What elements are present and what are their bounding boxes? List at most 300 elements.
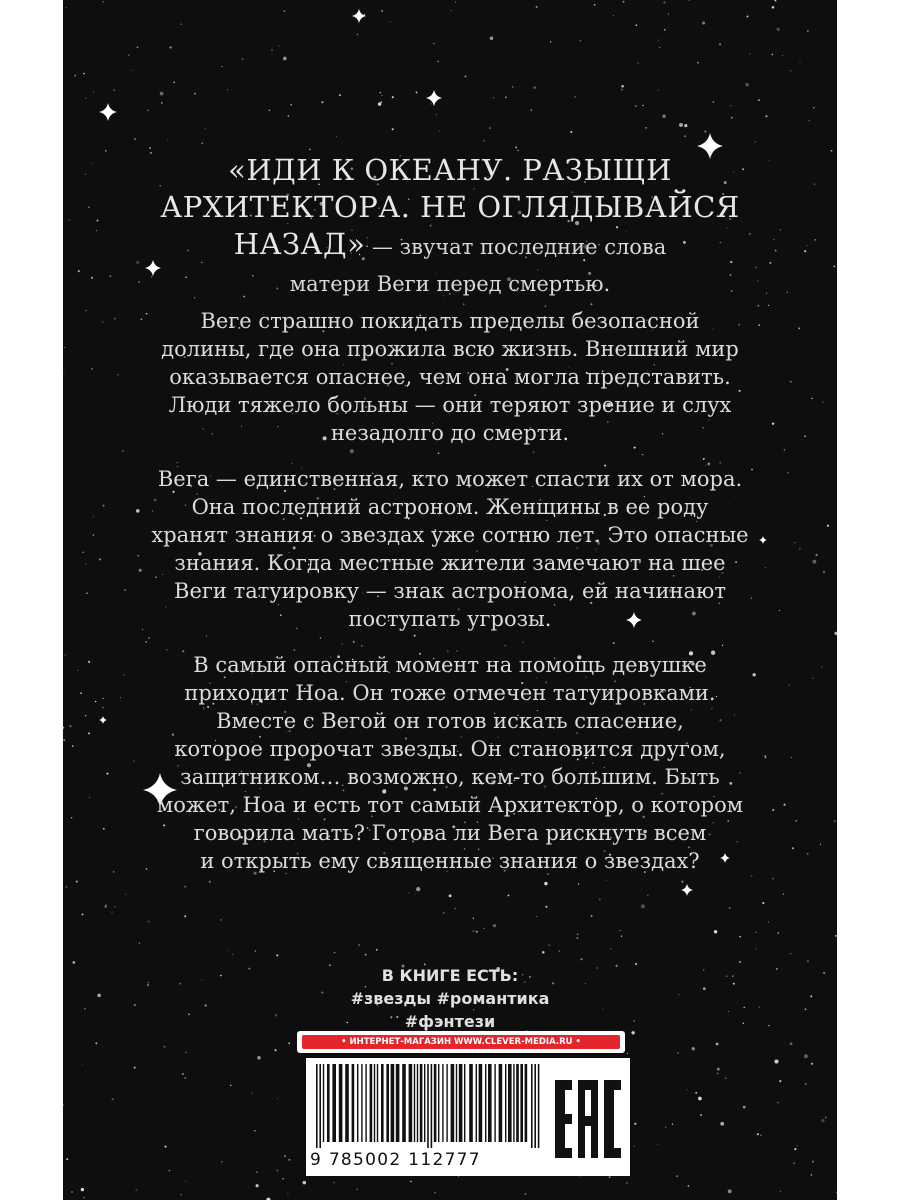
star-dot bbox=[782, 55, 784, 57]
tags-heading: В КНИГЕ ЕСТЬ: bbox=[381, 966, 519, 985]
star-dot bbox=[128, 54, 129, 55]
star-dot bbox=[517, 150, 518, 151]
star-dot bbox=[65, 886, 67, 888]
star-dot bbox=[762, 902, 764, 904]
barcode-bar bbox=[381, 1064, 384, 1142]
paragraph-1 bbox=[63, 307, 837, 447]
star-dot bbox=[148, 921, 150, 923]
star-dot bbox=[627, 1053, 628, 1054]
star-dot bbox=[437, 61, 438, 62]
paragraph-line: поступать угрозы. bbox=[348, 607, 552, 631]
star-dot bbox=[702, 21, 705, 24]
barcode-bar bbox=[409, 1064, 413, 1142]
star-dot bbox=[728, 1189, 732, 1193]
quote-line-2: АРХИТЕКТОРА. НЕ ОГЛЯДЫВАЙСЯ bbox=[160, 190, 740, 224]
star-dot bbox=[811, 1174, 813, 1176]
barcode-bar bbox=[469, 1064, 473, 1142]
star-dot bbox=[559, 950, 560, 951]
star-dot bbox=[288, 1159, 290, 1161]
star-dot bbox=[765, 115, 767, 117]
star-dot bbox=[578, 883, 579, 884]
star-dot bbox=[271, 49, 273, 51]
star-dot bbox=[164, 1146, 166, 1148]
star-dot bbox=[257, 1056, 261, 1060]
barcode-bar bbox=[485, 1064, 486, 1142]
star-dot bbox=[794, 1148, 796, 1150]
star-dot bbox=[269, 110, 271, 112]
star-dot bbox=[321, 101, 323, 103]
star-dot bbox=[145, 641, 146, 642]
barcode-bar bbox=[534, 1064, 536, 1148]
star-dot bbox=[713, 101, 715, 103]
star-dot bbox=[333, 1182, 335, 1184]
star-dot bbox=[772, 6, 775, 9]
barcode-bar bbox=[427, 1064, 429, 1148]
star-dot bbox=[82, 913, 84, 915]
barcode-bar bbox=[319, 1064, 321, 1148]
barcode-bar bbox=[508, 1064, 512, 1142]
star-dot bbox=[74, 75, 76, 77]
barcode-bar bbox=[316, 1064, 318, 1148]
barcode-bar bbox=[402, 1064, 406, 1142]
star-dot bbox=[719, 462, 721, 464]
star-dot bbox=[430, 103, 431, 104]
paragraph-line: приходит Ноа. Он тоже отмечен татуировками. bbox=[184, 681, 716, 705]
star-dot bbox=[790, 1042, 793, 1045]
star-dot bbox=[251, 1092, 252, 1093]
star-dot bbox=[548, 944, 550, 946]
star-dot bbox=[256, 1184, 259, 1187]
star-dot bbox=[66, 7, 67, 8]
barcode-bar bbox=[476, 1064, 477, 1142]
star-dot bbox=[287, 115, 289, 117]
star-dot bbox=[665, 1127, 666, 1128]
star-dot bbox=[804, 1054, 808, 1058]
star-dot bbox=[148, 637, 150, 639]
star-dot bbox=[167, 140, 168, 141]
star-dot bbox=[692, 1047, 695, 1050]
barcode-bar bbox=[438, 1064, 439, 1142]
star-dot bbox=[438, 452, 440, 454]
star-dot bbox=[408, 892, 409, 893]
star-dot bbox=[725, 1077, 727, 1079]
star-dot bbox=[676, 1175, 677, 1176]
star-dot bbox=[434, 1192, 436, 1194]
star-dot bbox=[755, 932, 756, 933]
sparkle-star-icon bbox=[426, 90, 442, 106]
star-dot bbox=[507, 894, 509, 896]
star-dot bbox=[484, 140, 485, 141]
star-dot bbox=[356, 1189, 358, 1191]
tags-line-1: #звезды #романтика bbox=[350, 989, 550, 1008]
star-dot bbox=[580, 958, 582, 960]
star-dot bbox=[522, 642, 524, 644]
star-dot bbox=[515, 147, 517, 149]
back-cover bbox=[63, 0, 837, 1200]
star-dot bbox=[169, 1170, 171, 1172]
paragraph-line: Веги татуировку — знак астронома, ей начинают bbox=[174, 579, 726, 603]
star-dot bbox=[668, 13, 669, 14]
barcode-bar bbox=[459, 1064, 463, 1142]
quote-block bbox=[63, 152, 837, 303]
star-dot bbox=[722, 645, 723, 646]
star-dot bbox=[283, 10, 285, 12]
star-dot bbox=[777, 1102, 778, 1103]
star-dot bbox=[135, 1189, 137, 1191]
star-dot bbox=[758, 99, 760, 101]
star-dot bbox=[812, 1161, 814, 1163]
barcode-bar bbox=[464, 1064, 465, 1142]
star-dot bbox=[185, 1077, 186, 1078]
star-dot bbox=[703, 458, 705, 460]
star-dot bbox=[634, 1146, 635, 1147]
star-dot bbox=[620, 930, 621, 931]
star-dot bbox=[410, 1181, 412, 1183]
star-dot bbox=[749, 53, 750, 54]
star-dot bbox=[645, 127, 646, 128]
star-dot bbox=[184, 915, 186, 917]
star-dot bbox=[464, 75, 466, 77]
barcode-bar bbox=[434, 1064, 437, 1142]
barcode-bar bbox=[323, 1064, 324, 1142]
star-dot bbox=[652, 641, 654, 643]
star-dot bbox=[811, 1063, 813, 1065]
barcode-bar bbox=[446, 1064, 447, 1142]
paragraph-line: знания. Когда местные жители замечают на шее bbox=[174, 551, 726, 575]
star-dot bbox=[205, 128, 206, 129]
star-dot bbox=[751, 875, 753, 877]
star-dot bbox=[579, 1176, 580, 1177]
star-dot bbox=[613, 642, 615, 644]
star-dot bbox=[757, 1133, 759, 1135]
star-dot bbox=[82, 1064, 83, 1065]
star-dot bbox=[476, 931, 478, 933]
star-dot bbox=[808, 120, 809, 121]
star-dot bbox=[173, 82, 175, 84]
barcode-bar bbox=[420, 1064, 423, 1142]
barcode-bar bbox=[516, 1064, 519, 1142]
star-dot bbox=[512, 86, 513, 87]
paragraph-line: В самый опасный момент на помощь девушке bbox=[193, 653, 707, 677]
star-dot bbox=[825, 1117, 827, 1119]
barcode-bar bbox=[357, 1064, 358, 1142]
star-dot bbox=[81, 1188, 84, 1191]
star-dot bbox=[149, 147, 151, 149]
star-dot bbox=[378, 102, 381, 105]
star-dot bbox=[790, 953, 792, 955]
star-dot bbox=[717, 1073, 718, 1074]
isbn-number: 9 785002 112777 bbox=[310, 1150, 481, 1170]
star-dot bbox=[544, 882, 547, 885]
star-dot bbox=[161, 102, 163, 104]
star-dot bbox=[774, 1059, 778, 1063]
paragraph-line: которое пророчат звезды. Он становится другом, bbox=[174, 737, 726, 761]
star-dot bbox=[772, 878, 774, 880]
star-dot bbox=[505, 97, 507, 99]
star-dot bbox=[232, 954, 233, 955]
star-dot bbox=[729, 907, 731, 909]
star-dot bbox=[634, 1123, 636, 1125]
paragraph-line: Люди тяжело больны — они теряют зрение и слух bbox=[168, 393, 732, 417]
star-dot bbox=[184, 886, 186, 888]
star-dot bbox=[635, 24, 637, 26]
barcode-bar bbox=[391, 1064, 395, 1142]
quote-line-3-caps: НАЗАД» bbox=[233, 227, 366, 261]
star-dot bbox=[657, 1144, 658, 1145]
star-dot bbox=[591, 915, 593, 917]
barcode-bar bbox=[332, 1064, 336, 1142]
star-dot bbox=[201, 142, 202, 143]
star-dot bbox=[433, 43, 435, 45]
star-dot bbox=[686, 1089, 687, 1090]
star-dot bbox=[256, 1172, 257, 1173]
star-dot bbox=[745, 83, 748, 86]
star-dot bbox=[768, 921, 769, 922]
star-dot bbox=[797, 1145, 798, 1146]
star-dot bbox=[364, 14, 366, 16]
star-dot bbox=[392, 128, 394, 130]
barcode-bar bbox=[431, 1064, 433, 1148]
star-dot bbox=[303, 1181, 307, 1185]
star-dot bbox=[230, 1085, 231, 1086]
star-dot bbox=[813, 107, 815, 109]
star-dot bbox=[672, 1124, 673, 1125]
star-dot bbox=[284, 1155, 286, 1157]
star-dot bbox=[621, 936, 622, 937]
paragraph-line: и открыть ему священные знания о звездах? bbox=[200, 849, 700, 873]
star-dot bbox=[730, 105, 731, 106]
paragraph-line: оказывается опаснее, чем она могла представить. bbox=[169, 365, 731, 389]
paragraph-line: незадолго до смерти. bbox=[330, 421, 570, 445]
star-dot bbox=[365, 954, 367, 956]
star-dot bbox=[805, 1083, 807, 1085]
star-dot bbox=[684, 124, 687, 127]
star-dot bbox=[621, 89, 623, 91]
star-dot bbox=[455, 2, 456, 3]
barcode-bar bbox=[499, 1064, 503, 1142]
star-dot bbox=[357, 34, 358, 35]
star-dot bbox=[379, 92, 381, 94]
star-dot bbox=[663, 2, 665, 4]
barcode-bar bbox=[352, 1064, 355, 1142]
star-dot bbox=[641, 904, 645, 908]
star-dot bbox=[137, 46, 139, 48]
star-dot bbox=[780, 1191, 781, 1192]
star-dot bbox=[288, 1042, 290, 1044]
tags-line-2: #фэнтези bbox=[404, 1012, 496, 1031]
star-dot bbox=[194, 93, 196, 95]
barcode-bar bbox=[538, 1064, 540, 1148]
star-dot bbox=[206, 635, 207, 636]
star-dot bbox=[414, 635, 416, 637]
star-dot bbox=[790, 70, 791, 71]
star-dot bbox=[113, 89, 115, 91]
star-dot bbox=[836, 1192, 837, 1194]
star-dot bbox=[131, 70, 132, 71]
star-dot bbox=[283, 57, 287, 61]
star-dot bbox=[390, 21, 391, 22]
barcode-bar bbox=[345, 1064, 349, 1142]
star-dot bbox=[181, 1194, 182, 1195]
barcode-bar bbox=[442, 1064, 443, 1142]
star-dot bbox=[591, 303, 593, 305]
star-dot bbox=[392, 96, 394, 98]
barcode-bar bbox=[386, 1064, 389, 1142]
star-dot bbox=[647, 895, 649, 897]
star-dot bbox=[350, 449, 354, 453]
star-dot bbox=[220, 919, 221, 920]
star-dot bbox=[659, 47, 660, 48]
star-dot bbox=[807, 30, 808, 31]
star-dot bbox=[242, 58, 244, 60]
paragraph-3 bbox=[63, 651, 837, 875]
star-dot bbox=[525, 1193, 527, 1195]
star-dot bbox=[361, 645, 363, 647]
star-dot bbox=[775, 1, 776, 2]
star-dot bbox=[228, 950, 229, 951]
star-dot bbox=[717, 1068, 720, 1071]
star-dot bbox=[594, 4, 596, 6]
barcode bbox=[314, 1064, 542, 1148]
star-dot bbox=[277, 1098, 278, 1099]
star-dot bbox=[489, 127, 491, 129]
star-dot bbox=[84, 1197, 85, 1198]
star-dot bbox=[275, 1049, 277, 1051]
star-dot bbox=[536, 6, 538, 8]
star-dot bbox=[747, 15, 749, 17]
star-dot bbox=[93, 92, 94, 93]
star-dot bbox=[577, 937, 579, 939]
star-dot bbox=[574, 96, 576, 98]
star-dot bbox=[684, 135, 686, 137]
star-dot bbox=[309, 149, 311, 151]
barcode-bar bbox=[488, 1064, 492, 1142]
paragraph-line: Вега — единственная, кто может спасти их от мора. bbox=[157, 467, 743, 491]
star-dot bbox=[415, 894, 416, 895]
star-dot bbox=[679, 123, 683, 127]
star-dot bbox=[83, 73, 85, 75]
barcode-bar bbox=[361, 1064, 362, 1142]
star-dot bbox=[66, 1158, 68, 1160]
star-dot bbox=[122, 450, 124, 452]
star-dot bbox=[533, 451, 535, 453]
star-dot bbox=[254, 1130, 256, 1132]
star-dot bbox=[278, 46, 279, 47]
quote-line-3-tail: — звучат последние слова bbox=[365, 235, 667, 259]
barcode-bar bbox=[374, 1064, 375, 1142]
star-dot bbox=[381, 95, 382, 96]
star-dot bbox=[793, 1162, 795, 1164]
star-dot bbox=[536, 916, 537, 917]
barcode-panel bbox=[306, 1058, 630, 1176]
barcode-bar bbox=[365, 1064, 366, 1142]
star-dot bbox=[490, 37, 493, 40]
star-dot bbox=[799, 61, 800, 62]
star-dot bbox=[609, 1176, 611, 1178]
star-dot bbox=[621, 85, 624, 88]
star-dot bbox=[112, 1098, 114, 1100]
star-dot bbox=[613, 15, 614, 16]
star-dot bbox=[635, 105, 637, 107]
star-dot bbox=[771, 54, 773, 56]
quote-line-3 bbox=[63, 226, 837, 266]
star-dot bbox=[334, 952, 336, 954]
barcode-bar bbox=[370, 1064, 373, 1142]
star-dot bbox=[353, 641, 355, 643]
star-dot bbox=[662, 114, 665, 117]
star-dot bbox=[439, 130, 440, 131]
star-dot bbox=[227, 89, 228, 90]
star-dot bbox=[505, 645, 506, 646]
star-dot bbox=[550, 41, 551, 42]
barcode-bar bbox=[531, 1064, 533, 1148]
star-dot bbox=[493, 924, 496, 927]
star-dot bbox=[739, 936, 741, 938]
eac-certification-mark bbox=[552, 1076, 624, 1162]
star-dot bbox=[533, 86, 536, 89]
star-dot bbox=[276, 954, 278, 956]
star-dot bbox=[720, 1122, 724, 1126]
star-dot bbox=[760, 1134, 762, 1136]
star-dot bbox=[835, 935, 837, 937]
star-dot bbox=[209, 881, 211, 883]
barcode-bar bbox=[505, 1064, 506, 1142]
star-dot bbox=[416, 92, 418, 94]
star-dot bbox=[688, 1185, 690, 1187]
star-dot bbox=[277, 1170, 279, 1172]
barcode-bar bbox=[424, 1064, 425, 1142]
barcode-bar bbox=[339, 1064, 343, 1142]
star-dot bbox=[125, 894, 126, 895]
paragraph-line: защитником… возможно, кем-то большим. Быть bbox=[180, 765, 720, 789]
star-dot bbox=[290, 104, 292, 106]
star-dot bbox=[463, 303, 464, 304]
star-dot bbox=[139, 942, 140, 943]
barcode-bar bbox=[494, 1064, 495, 1142]
star-dot bbox=[182, 1073, 184, 1075]
star-dot bbox=[114, 906, 116, 908]
barcode-bar bbox=[479, 1064, 483, 1142]
sparkle-star-icon bbox=[681, 884, 693, 896]
star-dot bbox=[681, 881, 683, 883]
star-dot bbox=[677, 1052, 679, 1054]
star-dot bbox=[185, 1051, 187, 1053]
star-dot bbox=[222, 66, 223, 67]
star-dot bbox=[697, 62, 699, 64]
star-dot bbox=[626, 1182, 628, 1184]
paragraph-line: хранят знания о звездах уже сотню лет. Это опасные bbox=[151, 523, 749, 547]
sparkle-star-icon bbox=[352, 9, 366, 23]
sparkle-star-icon bbox=[99, 103, 117, 121]
paragraph-line: Вместе с Вегой он готов искать спасение, bbox=[216, 709, 684, 733]
star-dot bbox=[716, 1043, 719, 1046]
star-dot bbox=[731, 117, 733, 119]
paragraph-line: Она последний астроном. Женщины в ее роду bbox=[191, 495, 709, 519]
star-dot bbox=[451, 10, 452, 11]
star-dot bbox=[176, 462, 177, 463]
star-dot bbox=[472, 930, 474, 932]
star-dot bbox=[282, 1178, 283, 1179]
star-dot bbox=[436, 114, 438, 116]
star-dot bbox=[610, 948, 611, 949]
star-dot bbox=[160, 92, 164, 96]
star-dot bbox=[320, 637, 321, 638]
barcode-bar bbox=[327, 1064, 330, 1142]
star-dot bbox=[606, 880, 607, 881]
star-dot bbox=[76, 881, 78, 883]
star-dot bbox=[783, 893, 784, 894]
star-dot bbox=[102, 1, 104, 3]
